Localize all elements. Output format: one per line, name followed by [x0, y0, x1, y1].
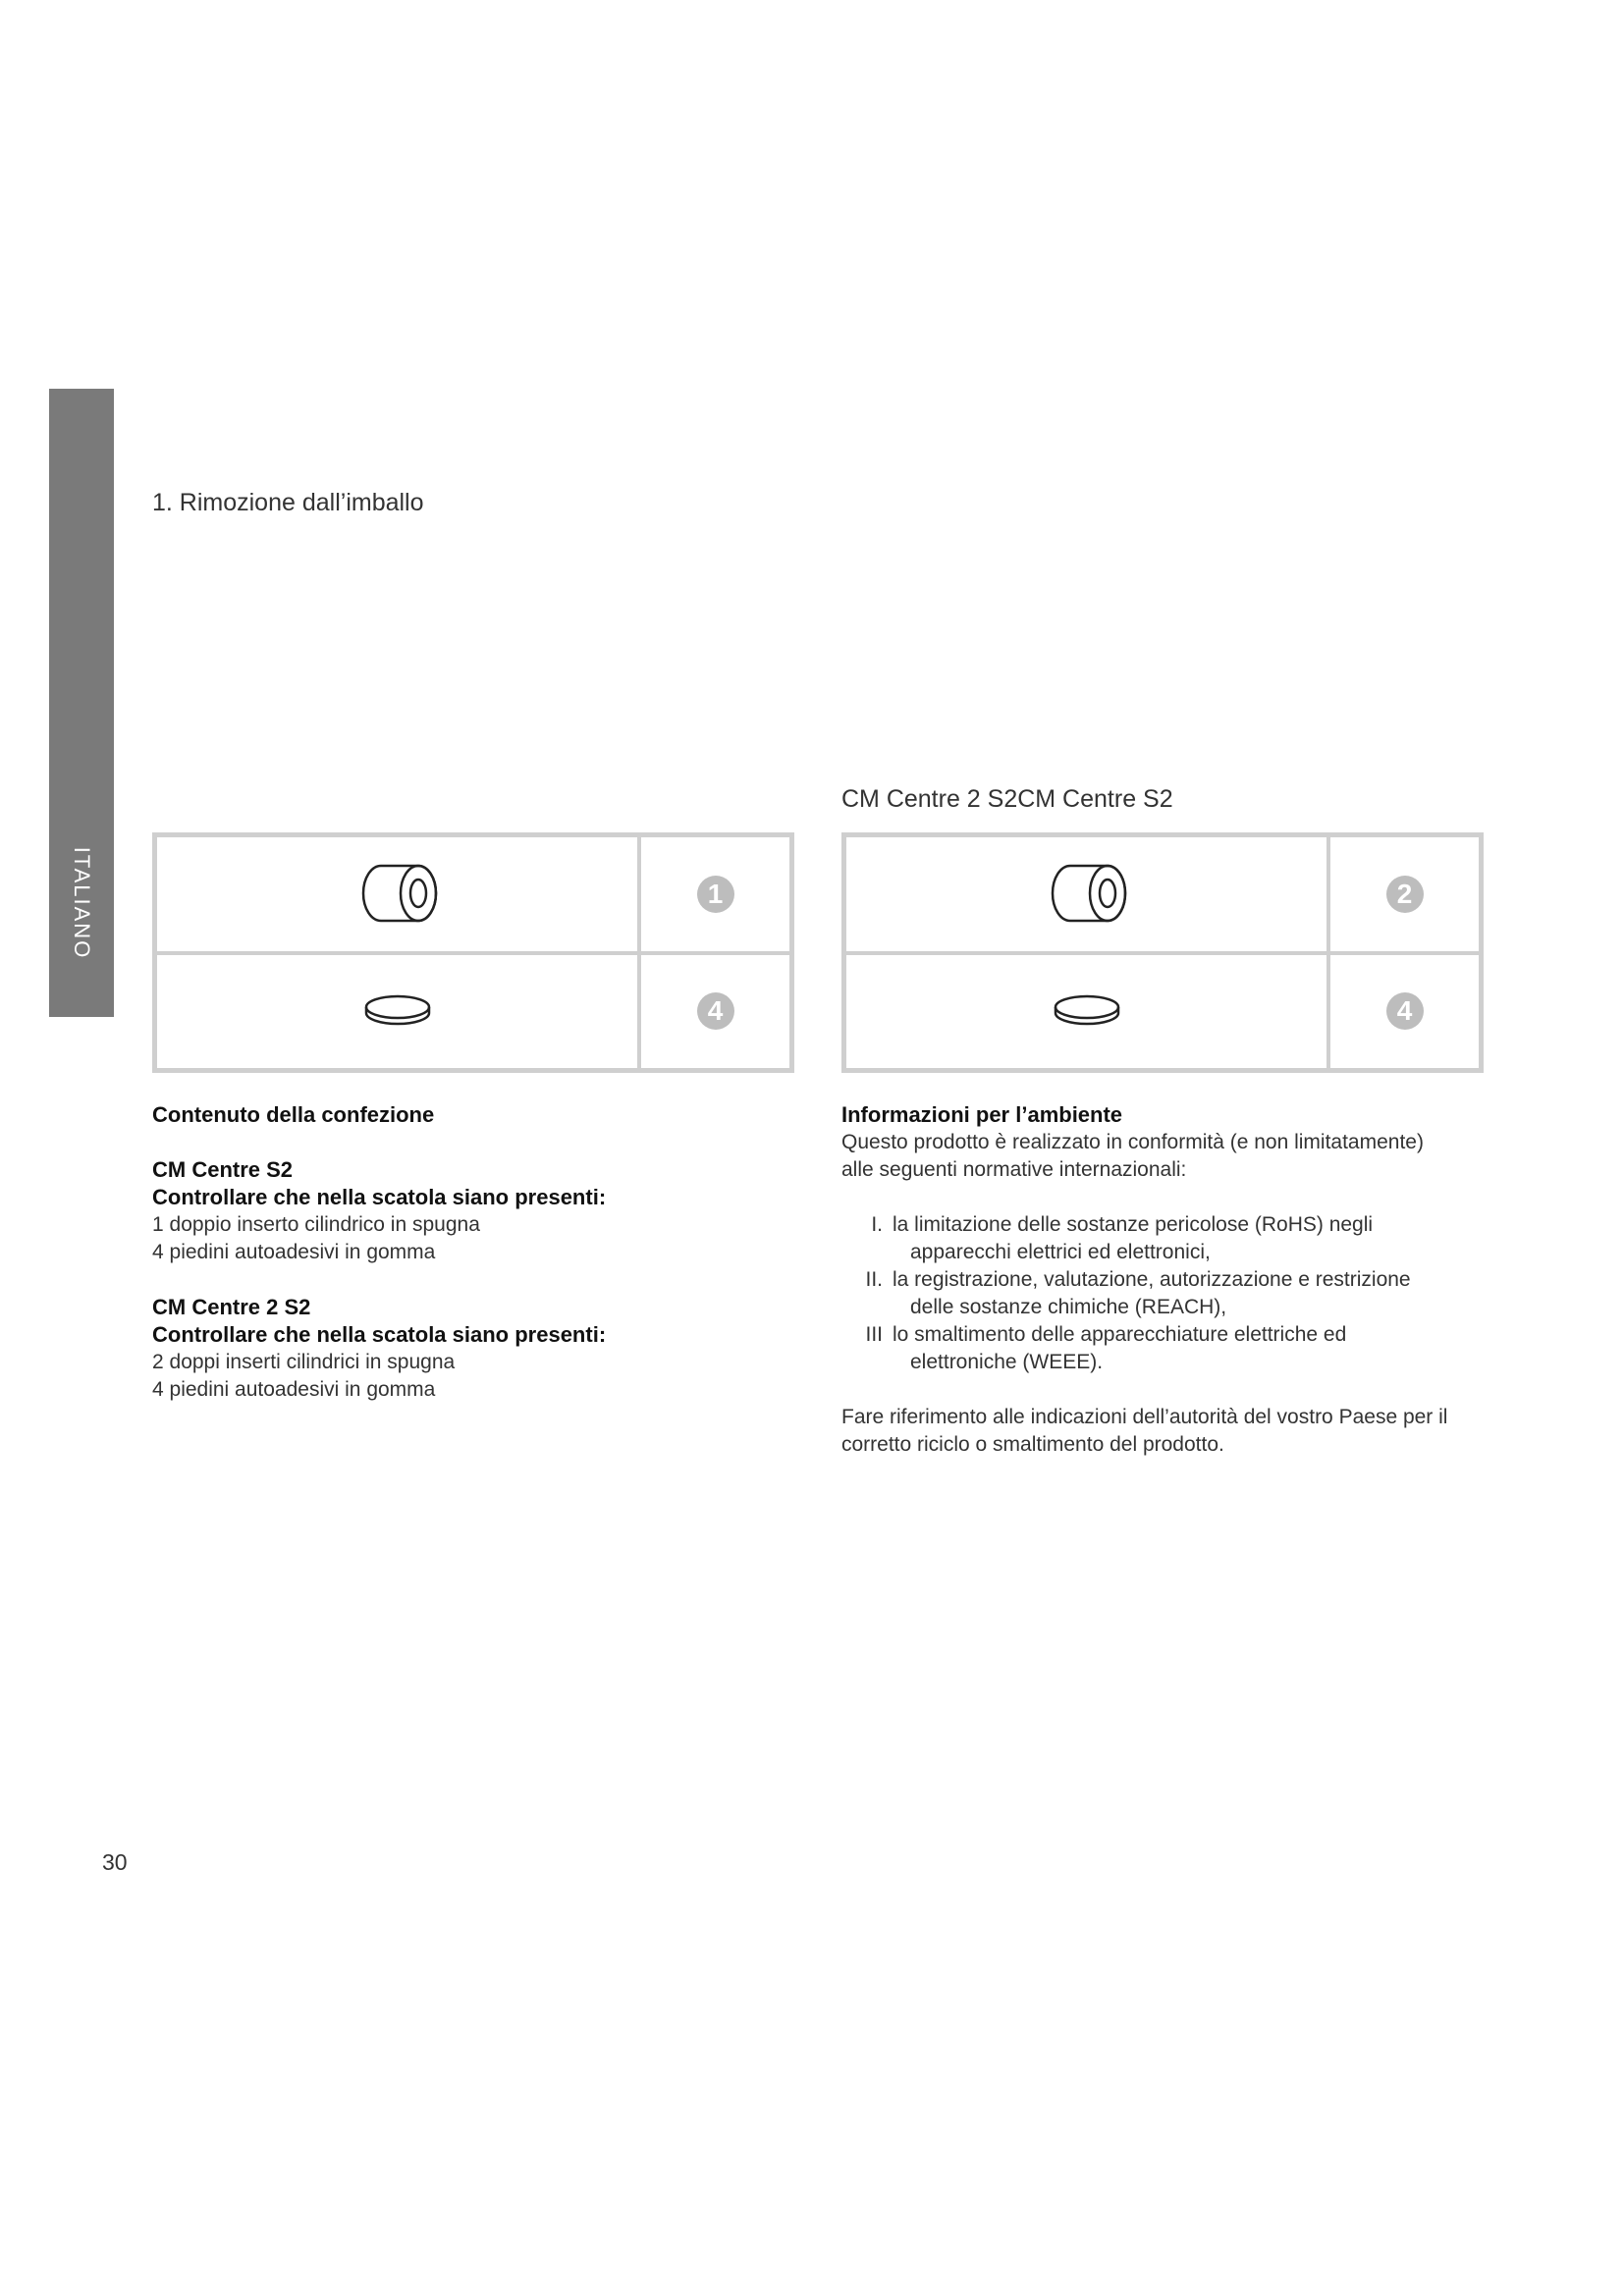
language-label: ITALIANO	[70, 846, 94, 960]
rubber-foot-cell	[155, 953, 639, 1071]
contents-item: 1 doppio inserto cilindrico in spugna	[152, 1213, 480, 1236]
contents-item: 2 doppi inserti cilindrici in spugna	[152, 1351, 456, 1373]
foam-insert-cell	[155, 835, 639, 953]
environment-info-section	[841, 1101, 1489, 1459]
qty-cell	[639, 835, 791, 953]
contents-item: 4 piedini autoadesivi in gomma	[152, 1378, 436, 1401]
qty-cell	[1328, 835, 1481, 953]
contents-title: Contenuto della confezione	[152, 1102, 435, 1127]
regulation-item	[841, 1266, 1489, 1321]
qty-cell	[639, 953, 791, 1071]
regulation-text: apparecchi elettrici ed elettronici,	[910, 1241, 1211, 1263]
regulation-text: delle sostanze chimiche (REACH),	[910, 1296, 1227, 1318]
rubber-foot-icon	[1048, 991, 1126, 1031]
qty-cell	[1328, 953, 1481, 1071]
check-instruction: Controllare che nella scatola siano presenti:	[152, 1185, 607, 1209]
variant-caption: CM Centre 2 S2CM Centre S2	[841, 785, 1173, 813]
environment-intro: Questo prodotto è realizzato in conformità (e non limitatamente)	[841, 1131, 1424, 1153]
check-instruction: Controllare che nella scatola siano presenti:	[152, 1322, 607, 1347]
model-name: CM Centre 2 S2	[152, 1295, 311, 1319]
quantity-badge: 4	[1386, 992, 1424, 1030]
environment-outro: Fare riferimento alle indicazioni dell’autorità del vostro Paese per il	[841, 1406, 1448, 1428]
environment-title: Informazioni per l’ambiente	[841, 1102, 1123, 1127]
regulation-number: III	[865, 1323, 883, 1346]
quantity-badge: 4	[697, 992, 734, 1030]
quantity-badge: 1	[697, 876, 734, 913]
rubber-foot-cell	[844, 953, 1328, 1071]
section-heading: 1. Rimozione dall’imballo	[152, 489, 424, 516]
regulation-number: I.	[871, 1213, 883, 1236]
page-number: 30	[102, 1849, 128, 1875]
foam-insert-icon	[353, 860, 442, 929]
quantity-badge: 2	[1386, 876, 1424, 913]
regulation-text: la limitazione delle sostanze pericolose (RoHS) negli	[893, 1213, 1374, 1236]
environment-outro: corretto riciclo o smaltimento del prodotto.	[841, 1433, 1224, 1456]
regulation-item	[841, 1211, 1489, 1266]
foam-insert-icon	[1043, 860, 1131, 929]
rubber-foot-icon	[358, 991, 437, 1031]
package-contents-section	[152, 1101, 781, 1404]
parts-table-cm-centre-2-s2	[841, 832, 1484, 1073]
model-name: CM Centre S2	[152, 1157, 294, 1182]
regulation-text: la registrazione, valutazione, autorizzazione e restrizione	[893, 1268, 1411, 1291]
regulation-number: II.	[865, 1268, 883, 1291]
regulation-item	[841, 1321, 1489, 1376]
regulation-text: lo smaltimento delle apparecchiature elettriche ed	[893, 1323, 1347, 1346]
parts-table-cm-centre-s2	[152, 832, 794, 1073]
foam-insert-cell	[844, 835, 1328, 953]
regulation-text: elettroniche (WEEE).	[910, 1351, 1104, 1373]
contents-item: 4 piedini autoadesivi in gomma	[152, 1241, 436, 1263]
environment-intro: alle seguenti normative internazionali:	[841, 1158, 1187, 1181]
